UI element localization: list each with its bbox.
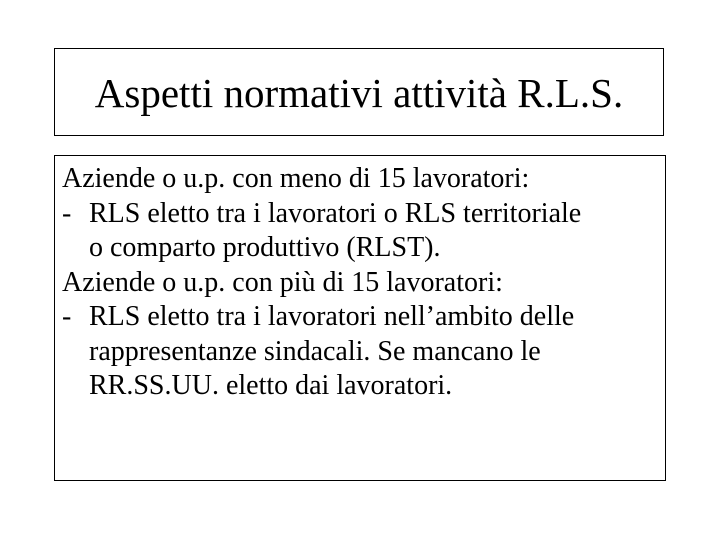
bullet-item-large-companies — [62, 300, 665, 404]
paragraph-large-companies: Aziende o u.p. con più di 15 lavoratori: — [62, 266, 503, 298]
bullet-line: rappresentanze sindacali. Se mancano le — [89, 335, 541, 367]
title-box — [54, 48, 664, 136]
bullet-item-small-companies — [62, 197, 665, 266]
slide-title: Aspetti normativi attività R.L.S. — [94, 69, 624, 116]
bullet-line: RR.SS.UU. eletto dai lavoratori. — [89, 370, 453, 401]
bullet-line: o comparto produttivo (RLST). — [89, 232, 441, 263]
content-box — [54, 155, 666, 481]
paragraph-small-companies: Aziende o u.p. con meno di 15 lavoratori: — [62, 163, 530, 194]
bullet-line: RLS eletto tra i lavoratori nell’ambito delle — [89, 301, 575, 332]
bullet-marker: - — [62, 301, 72, 332]
bullet-line: RLS eletto tra i lavoratori o RLS territoriale — [89, 197, 582, 229]
bullet-marker: - — [62, 197, 72, 229]
